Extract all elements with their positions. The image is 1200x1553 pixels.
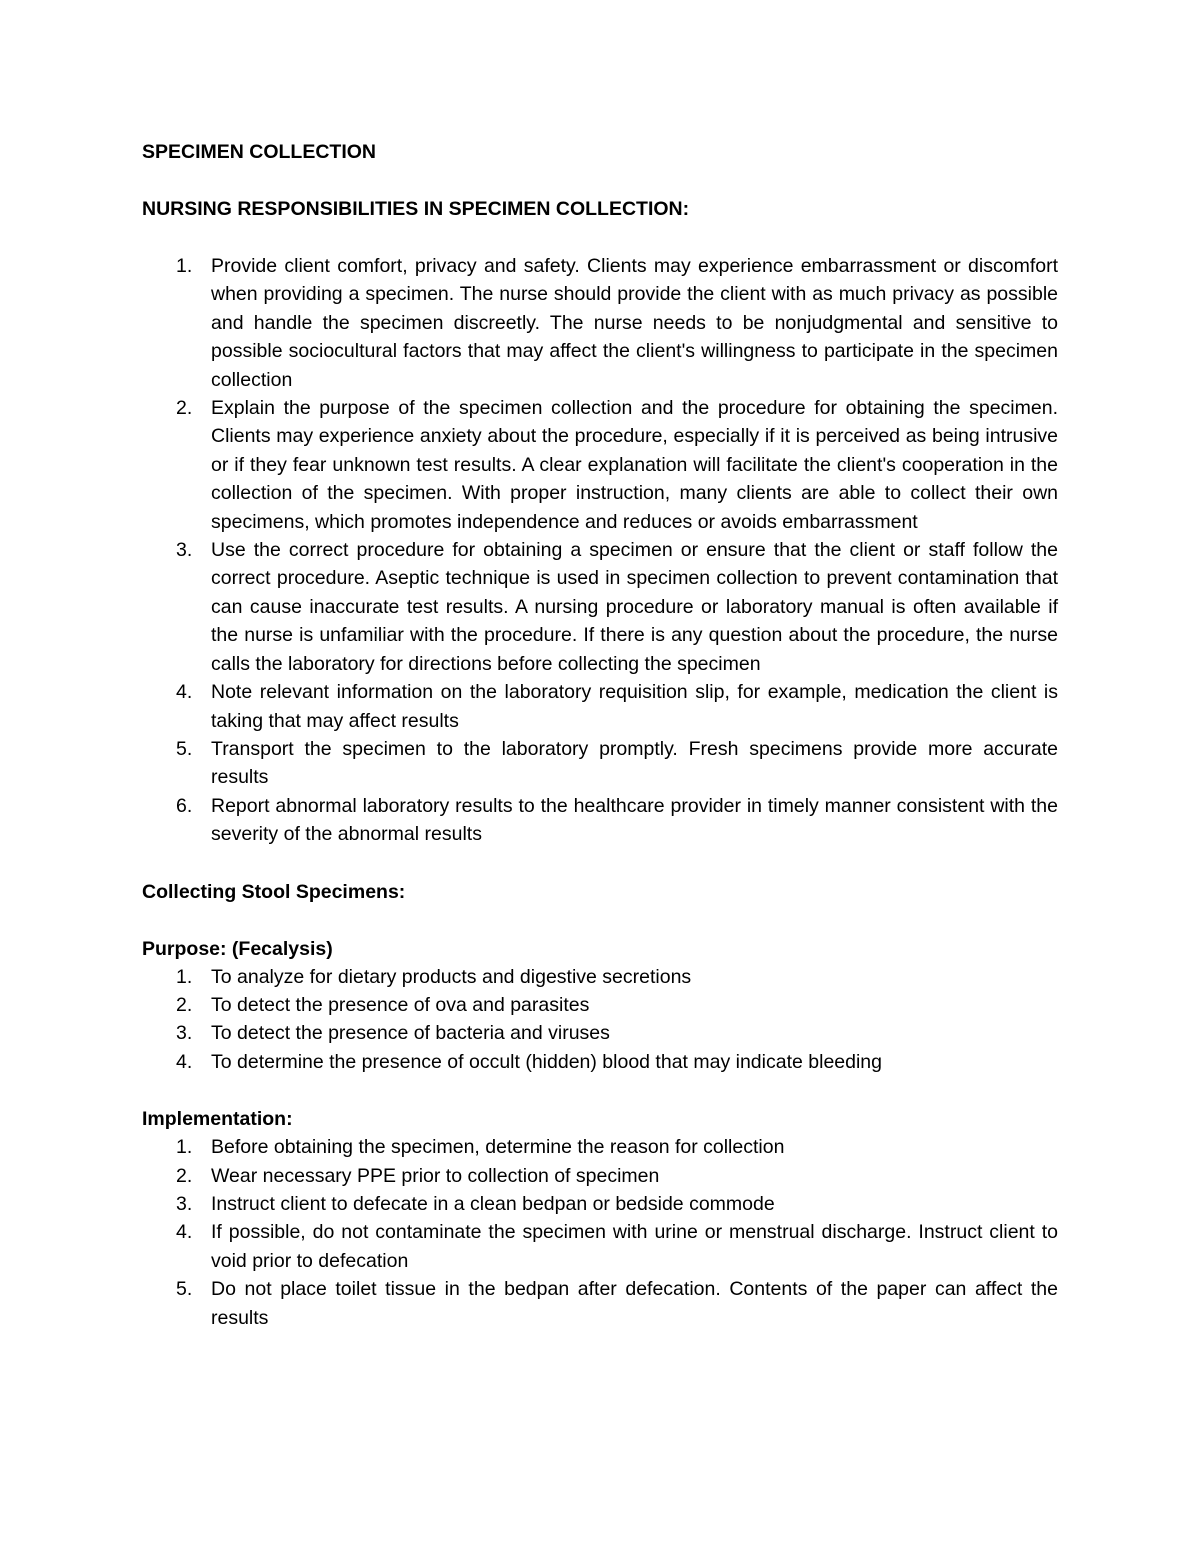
list-item bbox=[142, 252, 1058, 394]
list-item bbox=[142, 394, 1058, 536]
list-number: 4. bbox=[176, 681, 193, 704]
list-item bbox=[142, 1048, 1058, 1076]
list-number: 5. bbox=[176, 737, 193, 760]
list-item bbox=[142, 963, 1058, 991]
list-item bbox=[142, 678, 1058, 735]
responsibilities-heading: NURSING RESPONSIBILITIES IN SPECIMEN COLLECTION: bbox=[142, 198, 690, 220]
list-text: Transport the specimen to the laboratory promptly. Fresh specimens provide more accurate results bbox=[211, 737, 1058, 789]
list-item bbox=[142, 1275, 1058, 1332]
list-number: 1. bbox=[176, 965, 193, 988]
list-item bbox=[142, 536, 1058, 678]
list-text: To determine the presence of occult (hidden) blood that may indicate bleeding bbox=[211, 1050, 882, 1073]
list-number: 1. bbox=[176, 1136, 193, 1159]
document-title: SPECIMEN COLLECTION bbox=[142, 141, 377, 163]
list-text: Before obtaining the specimen, determine the reason for collection bbox=[211, 1136, 785, 1159]
list-number: 4. bbox=[176, 1050, 193, 1073]
list-number: 4. bbox=[176, 1221, 193, 1244]
list-item bbox=[142, 792, 1058, 849]
list-number: 2. bbox=[176, 397, 193, 420]
list-text: Explain the purpose of the specimen collection and the procedure for obtaining the specimen. Clients may experience anxiety about the procedure, especially if it is perceived as being intrusive or if they fear unknown test results. A clear explanation will facilitate the client's cooperation in the collection of the specimen. With proper instruction, many clients are able to collect their own specimens, which promotes independence and reduces or avoids embarrassment bbox=[211, 397, 1058, 533]
list-text: To detect the presence of ova and parasites bbox=[211, 993, 590, 1016]
implementation-list bbox=[142, 1133, 1058, 1332]
stool-heading: Collecting Stool Specimens: bbox=[142, 880, 406, 903]
document-page bbox=[142, 138, 1058, 1332]
list-item bbox=[142, 1190, 1058, 1218]
purpose-heading: Purpose: (Fecalysis) bbox=[142, 937, 333, 960]
list-text: If possible, do not contaminate the specimen with urine or menstrual discharge. Instruct client to void prior to defecation bbox=[211, 1221, 1058, 1272]
list-item bbox=[142, 1162, 1058, 1190]
list-text: To analyze for dietary products and digestive secretions bbox=[211, 965, 692, 988]
list-text: Instruct client to defecate in a clean bedpan or bedside commode bbox=[211, 1192, 775, 1215]
responsibilities-list bbox=[142, 252, 1058, 849]
list-text: Wear necessary PPE prior to collection of specimen bbox=[211, 1164, 660, 1187]
list-item bbox=[142, 1133, 1058, 1161]
list-number: 1. bbox=[176, 255, 193, 277]
list-text: Do not place toilet tissue in the bedpan after defecation. Contents of the paper can affect the results bbox=[211, 1278, 1058, 1329]
list-number: 3. bbox=[176, 1022, 193, 1045]
list-text: Provide client comfort, privacy and safety. Clients may experience embarrassment or discomfort when providing a specimen. The nurse should provide the client with as much privacy as possible and handle the specimen discreetly. The nurse needs to be nonjudgmental and sensitive to possible sociocultural factors that may affect the client's willingness to participate in the specimen collection bbox=[211, 255, 1058, 391]
list-text: Note relevant information on the laboratory requisition slip, for example, medication the client is taking that may affect results bbox=[211, 681, 1058, 732]
list-item bbox=[142, 1019, 1058, 1047]
list-text: Report abnormal laboratory results to the healthcare provider in timely manner consistent with the severity of the abnormal results bbox=[211, 794, 1058, 846]
list-item bbox=[142, 991, 1058, 1019]
list-text: To detect the presence of bacteria and viruses bbox=[211, 1022, 610, 1045]
list-text: Use the correct procedure for obtaining a specimen or ensure that the client or staff follow the correct procedure. Aseptic technique is used in specimen collection to prevent contamination that can cause inaccurate test results. A nursing procedure or laboratory manual is often available if the nurse is unfamiliar with the procedure. If there is any question about the procedure, the nurse calls the laboratory for directions before collecting the specimen bbox=[211, 539, 1058, 675]
implementation-heading: Implementation: bbox=[142, 1108, 293, 1131]
list-item bbox=[142, 735, 1058, 792]
list-item bbox=[142, 1218, 1058, 1275]
list-number: 2. bbox=[176, 1164, 193, 1187]
list-number: 2. bbox=[176, 993, 193, 1016]
list-number: 5. bbox=[176, 1278, 193, 1301]
list-number: 3. bbox=[176, 539, 193, 562]
list-number: 3. bbox=[176, 1192, 193, 1215]
list-number: 6. bbox=[176, 794, 193, 817]
purpose-list bbox=[142, 963, 1058, 1077]
